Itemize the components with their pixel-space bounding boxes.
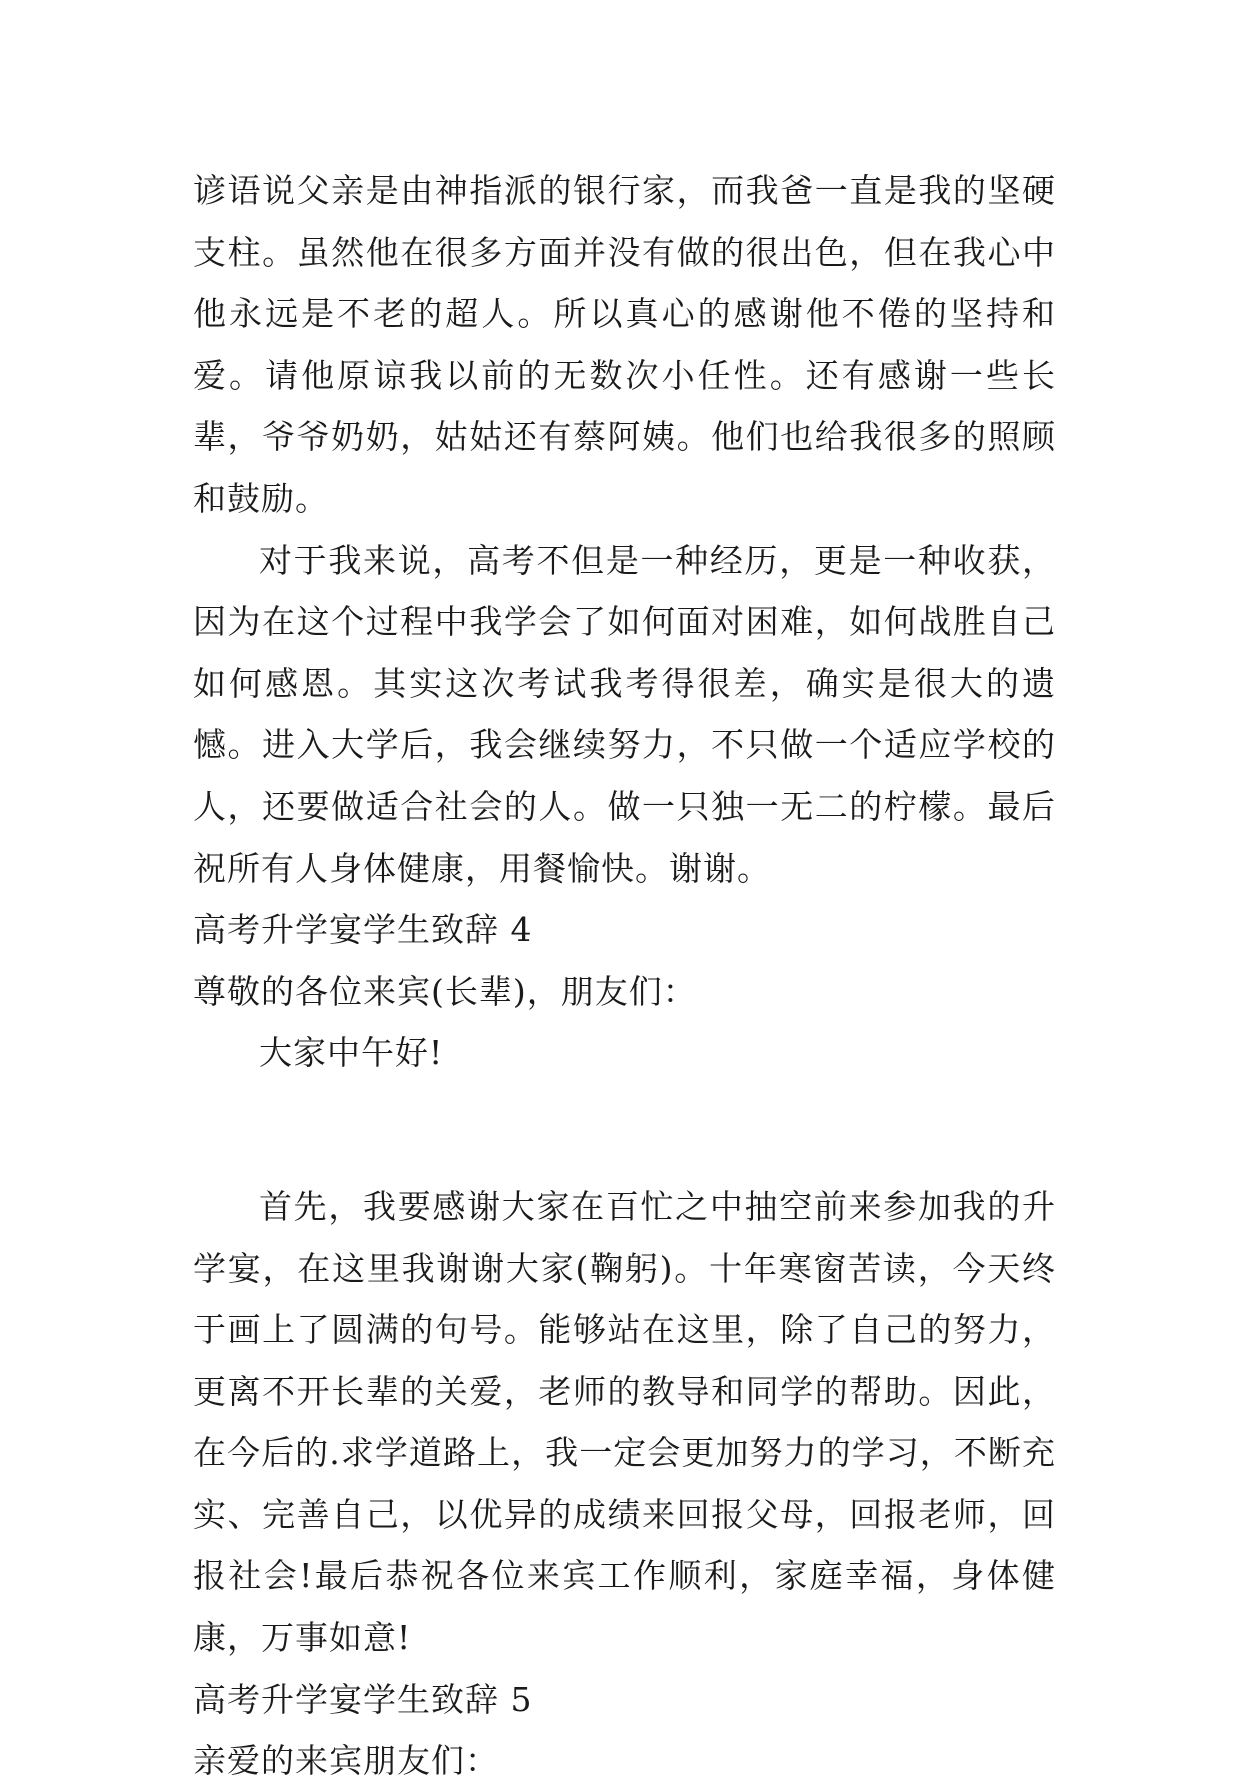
greeting-4: 大家中午好! — [259, 1033, 444, 1073]
section-heading-4: 高考升学宴学生致辞 4 — [193, 910, 533, 950]
paragraph-thanks: 首先，我要感谢大家在百忙之中抽空前来参加我的升学宴，在这里我谢谢大家(鞠躬)。十年寒窗苦读，今天终于画上了圆满的句号。能够站在这里，除了自己的努力，更离不开长辈的关爱，老师的教导和同学的帮助。因此，在今后的.求学道路上，我一定会更加努力的学习，不断充实、完善自己，以优异的成绩来回报父母，回报老师，回报社会!最后恭祝各位来宾工作顺利，家庭幸福，身体健康，万事如意! — [193, 1186, 1056, 1658]
paragraph-gaokao-reflection: 对于我来说，高考不但是一种经历，更是一种收获，因为在这个过程中我学会了如何面对困难，如何战胜自己如何感恩。其实这次考试我考得很差，确实是很大的遗憾。进入大学后，我会继续努力，不只做一个适应学校的人，还要做适合社会的人。做一只独一无二的柠檬。最后祝所有人身体健康，用餐愉快。谢谢。 — [193, 540, 1056, 888]
document-body — [193, 160, 1056, 1792]
salutation-4: 尊敬的各位来宾(长辈)，朋友们： — [193, 971, 697, 1011]
section-heading-5: 高考升学宴学生致辞 5 — [193, 1679, 533, 1719]
salutation-5: 亲爱的来宾朋友们： — [193, 1741, 499, 1781]
paragraph-father: 谚语说父亲是由神指派的银行家，而我爸一直是我的坚硬支柱。虽然他在很多方面并没有做的很出色，但在我心中他永远是不老的超人。所以真心的感谢他不倦的坚持和爱。请他原谅我以前的无数次小任性。还有感谢一些长辈，爷爷奶奶，姑姑还有蔡阿姨。他们也给我很多的照顾和鼓励。 — [193, 171, 1056, 518]
blank-line — [193, 1084, 1056, 1176]
